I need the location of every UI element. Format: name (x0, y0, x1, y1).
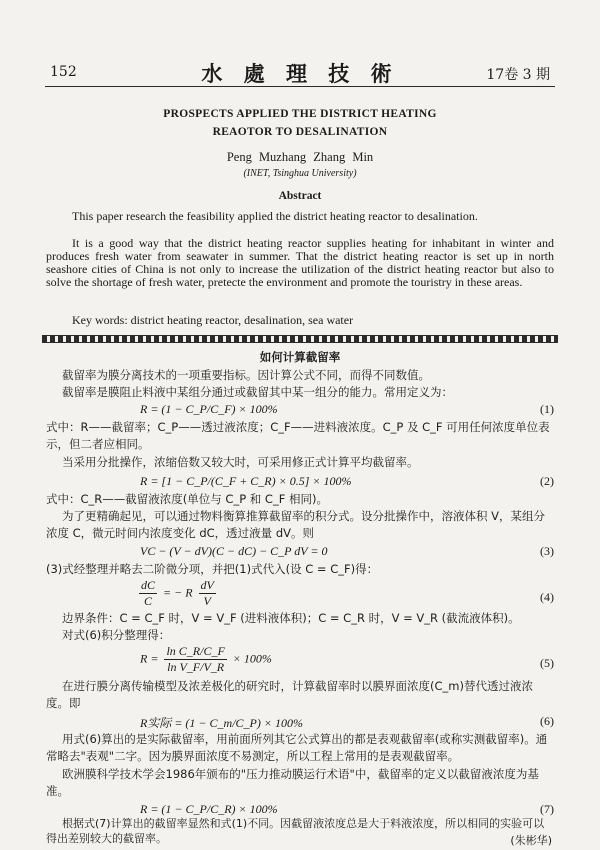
equation-6: R实际 = (1 − C_m/C_P) × 100% (140, 716, 303, 730)
authors: Peng Muzhang Zhang Min (226, 150, 374, 164)
note-paragraph-9: 对式(6)积分整理得： (62, 628, 171, 642)
article-title-line2: REAOTOR TO DESALINATION (212, 126, 388, 138)
equation-2: R = [1 − C_P/(C_F + C_R) × 0.5] × 100% (140, 474, 352, 488)
note-paragraph-2: 截留率是膜阻止料液中某组分通过或截留其中某一组分的能力。常用定义为： (62, 385, 453, 399)
note-paragraph-12: 欧洲膜科学技术学会1986年颁布的"压力推动膜运行术语"中，截留率的定义以截留液浓度为基准。 (46, 767, 539, 798)
keywords: Key words: district heating reactor, desalination, sea water (72, 313, 354, 327)
eq4-numerator: dC (141, 578, 156, 592)
note-author: (朱彬华) (510, 834, 552, 847)
equation-1-number: (1) (540, 402, 554, 416)
note-paragraph-13: 根据式(7)计算出的截留率显然和式(1)不同。因截留液浓度总是大于料液浓度，所以相同的实验可以得出差别较大的截留率。 (46, 817, 545, 845)
eq5-lhs: R = (140, 651, 159, 666)
equation-3-number: (3) (540, 544, 554, 558)
eq5-numerator: ln C_R/C_F (166, 644, 225, 658)
eq5-denominator: ln V_F/V_R (167, 660, 225, 674)
note-paragraph-6: 为了更精确起见，可以通过物料衡算推算截留率的积分式。设分批操作中，溶液体积 V，某组分浓度 C，微元时间内浓度变化 dC，透过液量 dV。则 (46, 509, 546, 540)
abstract-paragraph-1: This paper research the feasibility applied the district heating reactor to desalination. (72, 209, 478, 223)
note-paragraph-7: (3)式经整理并略去二阶微分项，并把(1)式代入(设 C = C_F)得： (46, 562, 379, 576)
eq4-numerator-2: dV (200, 578, 214, 592)
note-title: 如何计算截留率 (259, 350, 341, 364)
volume-issue: 17卷 3 期 (486, 67, 550, 83)
note-paragraph-10: 在进行膜分离传输模型及浓差极化的研究时，计算截留率时以膜界面浓度(C_m)替代透过液浓度。即 (46, 679, 533, 710)
section-separator (42, 335, 558, 343)
abstract-paragraph-2: It is a good way that the district heating reactor supplies heating for inhabitant in winter and produces fresh water from seawater in summer. That the district heating reactor is set up in north seashore cities of China is not only to increase the utilization of the district heating reactor but also to solve the shortage of fresh water, pretecte the environment and promote the touristry in these areas. (46, 236, 554, 289)
eq5-tail: × 100% (232, 651, 272, 666)
article-title-line1: PROSPECTS APPLIED THE DISTRICT HEATING (163, 108, 437, 120)
journal-title: 水 處 理 技 術 (201, 61, 399, 86)
equation-5-number: (5) (540, 656, 554, 670)
equation-7-number: (7) (540, 802, 554, 816)
note-paragraph-1: 截留率为膜分离技术的一项重要指标。因计算公式不同，而得不同数值。 (62, 368, 430, 382)
note-paragraph-3: 式中：R——截留率；C_P——透过液浓度；C_F——进料液浓度。C_P 及 C_F 可用任何浓度单位表示，但二者应相同。 (46, 420, 550, 451)
header-rule (45, 86, 555, 87)
equation-3: VC − (V − dV)(C − dC) − C_P dV = 0 (140, 544, 328, 558)
equation-6-number: (6) (540, 714, 554, 728)
note-paragraph-4: 当采用分批操作，浓缩倍数又较大时，可采用修正式计算平均截留率。 (62, 455, 419, 469)
page-number: 152 (50, 64, 77, 80)
equation-1: R = (1 − C_P/C_F) × 100% (140, 402, 278, 416)
note-paragraph-8: 边界条件：C = C_F 时，V = V_F (进料液体积)；C = C_R 时，V = V_R (截流液体积)。 (62, 611, 520, 625)
equation-4-number: (4) (540, 590, 554, 604)
eq4-denominator-2: V (203, 594, 211, 608)
abstract-heading: Abstract (278, 190, 322, 202)
note-paragraph-5: 式中：C_R——截留液浓度(单位与 C_P 和 C_F 相同)。 (46, 492, 328, 506)
note-paragraph-11: 用式(6)算出的是实际截留率，用前面所列其它公式算出的都是表观截留率(或称实测截留率)。通常略去"表观"二字。因为膜界面浓度不易测定，所以工程上常用的是表观截留率。 (46, 732, 548, 763)
eq4-denominator: C (144, 594, 153, 608)
affiliation: (INET, Tsinghua University) (243, 168, 357, 179)
equation-4 (136, 578, 219, 609)
equation-5 (140, 644, 272, 675)
equation-2-number: (2) (540, 474, 554, 488)
eq4-middle: = − R (163, 585, 193, 600)
equation-7: R = (1 − C_P/C_R) × 100% (140, 802, 278, 816)
